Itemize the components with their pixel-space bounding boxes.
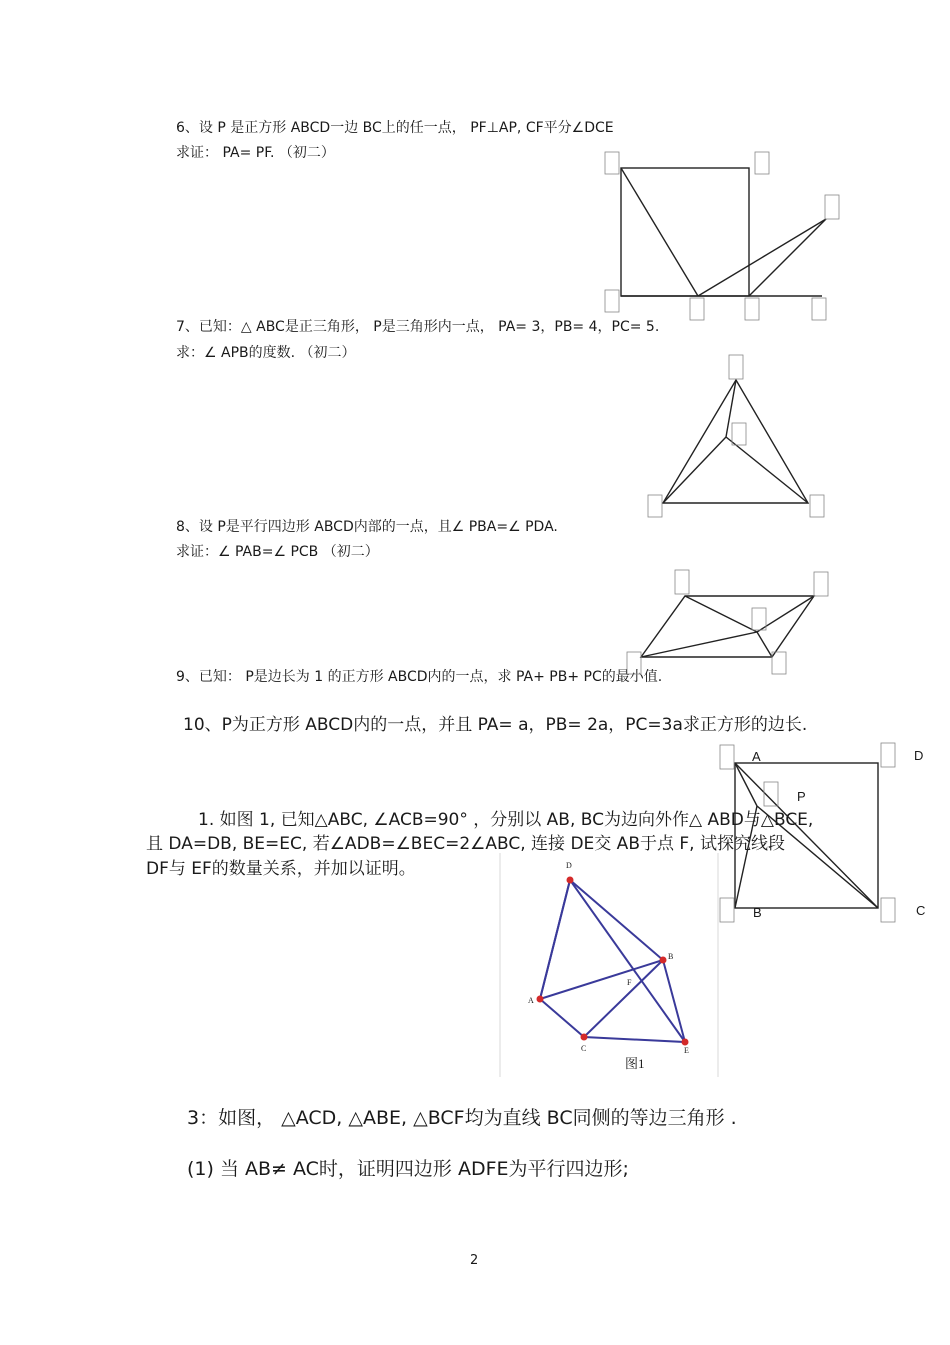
problem-7-figure [648, 355, 824, 517]
question-3-part-1: (1) 当 AB≠ AC时，证明四边形 ADFE为平行四边形; [187, 1158, 629, 1180]
question-1-line-3: DF与 EF的数量关系，并加以证明。 [146, 859, 416, 879]
figure-1-label-c: C [581, 1044, 587, 1053]
placeholder-box [627, 652, 641, 674]
problem-8-goal: 求证：∠ PAB=∠ PCB （初二） [176, 544, 379, 560]
placeholder-box [675, 570, 689, 594]
placeholder-box [814, 572, 828, 596]
figure-1-label-f: F [627, 978, 632, 987]
placeholder-box [752, 608, 766, 630]
placeholder-box [732, 423, 746, 445]
placeholder-box [648, 495, 662, 517]
problem-8-figure [627, 570, 828, 674]
placeholder-box [825, 195, 839, 219]
vertex-label-a: A [752, 749, 761, 764]
figure-1-label-a: A [528, 996, 534, 1005]
question-1-figure [500, 853, 718, 1077]
vertex-label-d: D [914, 748, 924, 763]
figure-1-label-b: B [668, 952, 674, 961]
problem-9-statement: 9、已知： P是边长为 1 的正方形 ABCD内的一点，求 PA+ PB+ PC的最小值. [176, 669, 663, 685]
problem-10-statement: 10、P为正方形 ABCD内的一点，并且 PA= a，PB= 2a，PC=3a求正方形的边长. [183, 715, 808, 735]
placeholder-box [881, 743, 895, 767]
problem-6-statement: 6、设 P 是正方形 ABCD一边 BC上的任一点， PF⊥AP, CF平分∠DCE [176, 120, 614, 136]
question-1-line-1: 1. 如图 1, 已知△ABC, ∠ACB=90° ，分别以 AB, BC为边向外作△ ABD与△BCE, [198, 810, 814, 830]
figure-1-label-e: E [684, 1046, 689, 1055]
vertex-label-c: C [916, 903, 926, 918]
problem-7-statement: 7、已知：△ ABC是正三角形， P是三角形内一点， PA= 3，PB= 4，PC= 5. [176, 319, 660, 335]
placeholder-box [810, 495, 824, 517]
placeholder-box [690, 298, 704, 320]
placeholder-box [881, 898, 895, 922]
placeholder-box [729, 355, 743, 379]
problem-10-figure [720, 743, 895, 922]
placeholder-box [745, 298, 759, 320]
page-number: 2 [470, 1253, 479, 1268]
question-1-line-2: 且 DA=DB, BE=EC, 若∠ADB=∠BEC=2∠ABC, 连接 DE交 AB于点 F, 试探究线段 [146, 834, 785, 854]
placeholder-box [755, 152, 769, 174]
problem-6-goal: 求证： PA= PF. （初二） [176, 145, 335, 161]
placeholder-box [605, 152, 619, 174]
problem-7-goal: 求：∠ APB的度数. （初二） [176, 345, 356, 361]
figure-1-label-d: D [566, 861, 572, 870]
point-label-p: P [797, 789, 806, 804]
placeholder-box [812, 298, 826, 320]
placeholder-box [720, 745, 734, 769]
problem-6-figure [605, 152, 839, 320]
figure-1-caption: 图1 [625, 1056, 645, 1071]
placeholder-box [720, 898, 734, 922]
placeholder-box [772, 652, 786, 674]
question-3-statement: 3：如图， △ACD, △ABE, △BCF均为直线 BC同侧的等边三角形 . [187, 1107, 737, 1129]
vertex-label-b: B [753, 905, 762, 920]
problem-8-statement: 8、设 P是平行四边形 ABCD内部的一点，且∠ PBA=∠ PDA. [176, 519, 558, 535]
placeholder-box [605, 290, 619, 312]
